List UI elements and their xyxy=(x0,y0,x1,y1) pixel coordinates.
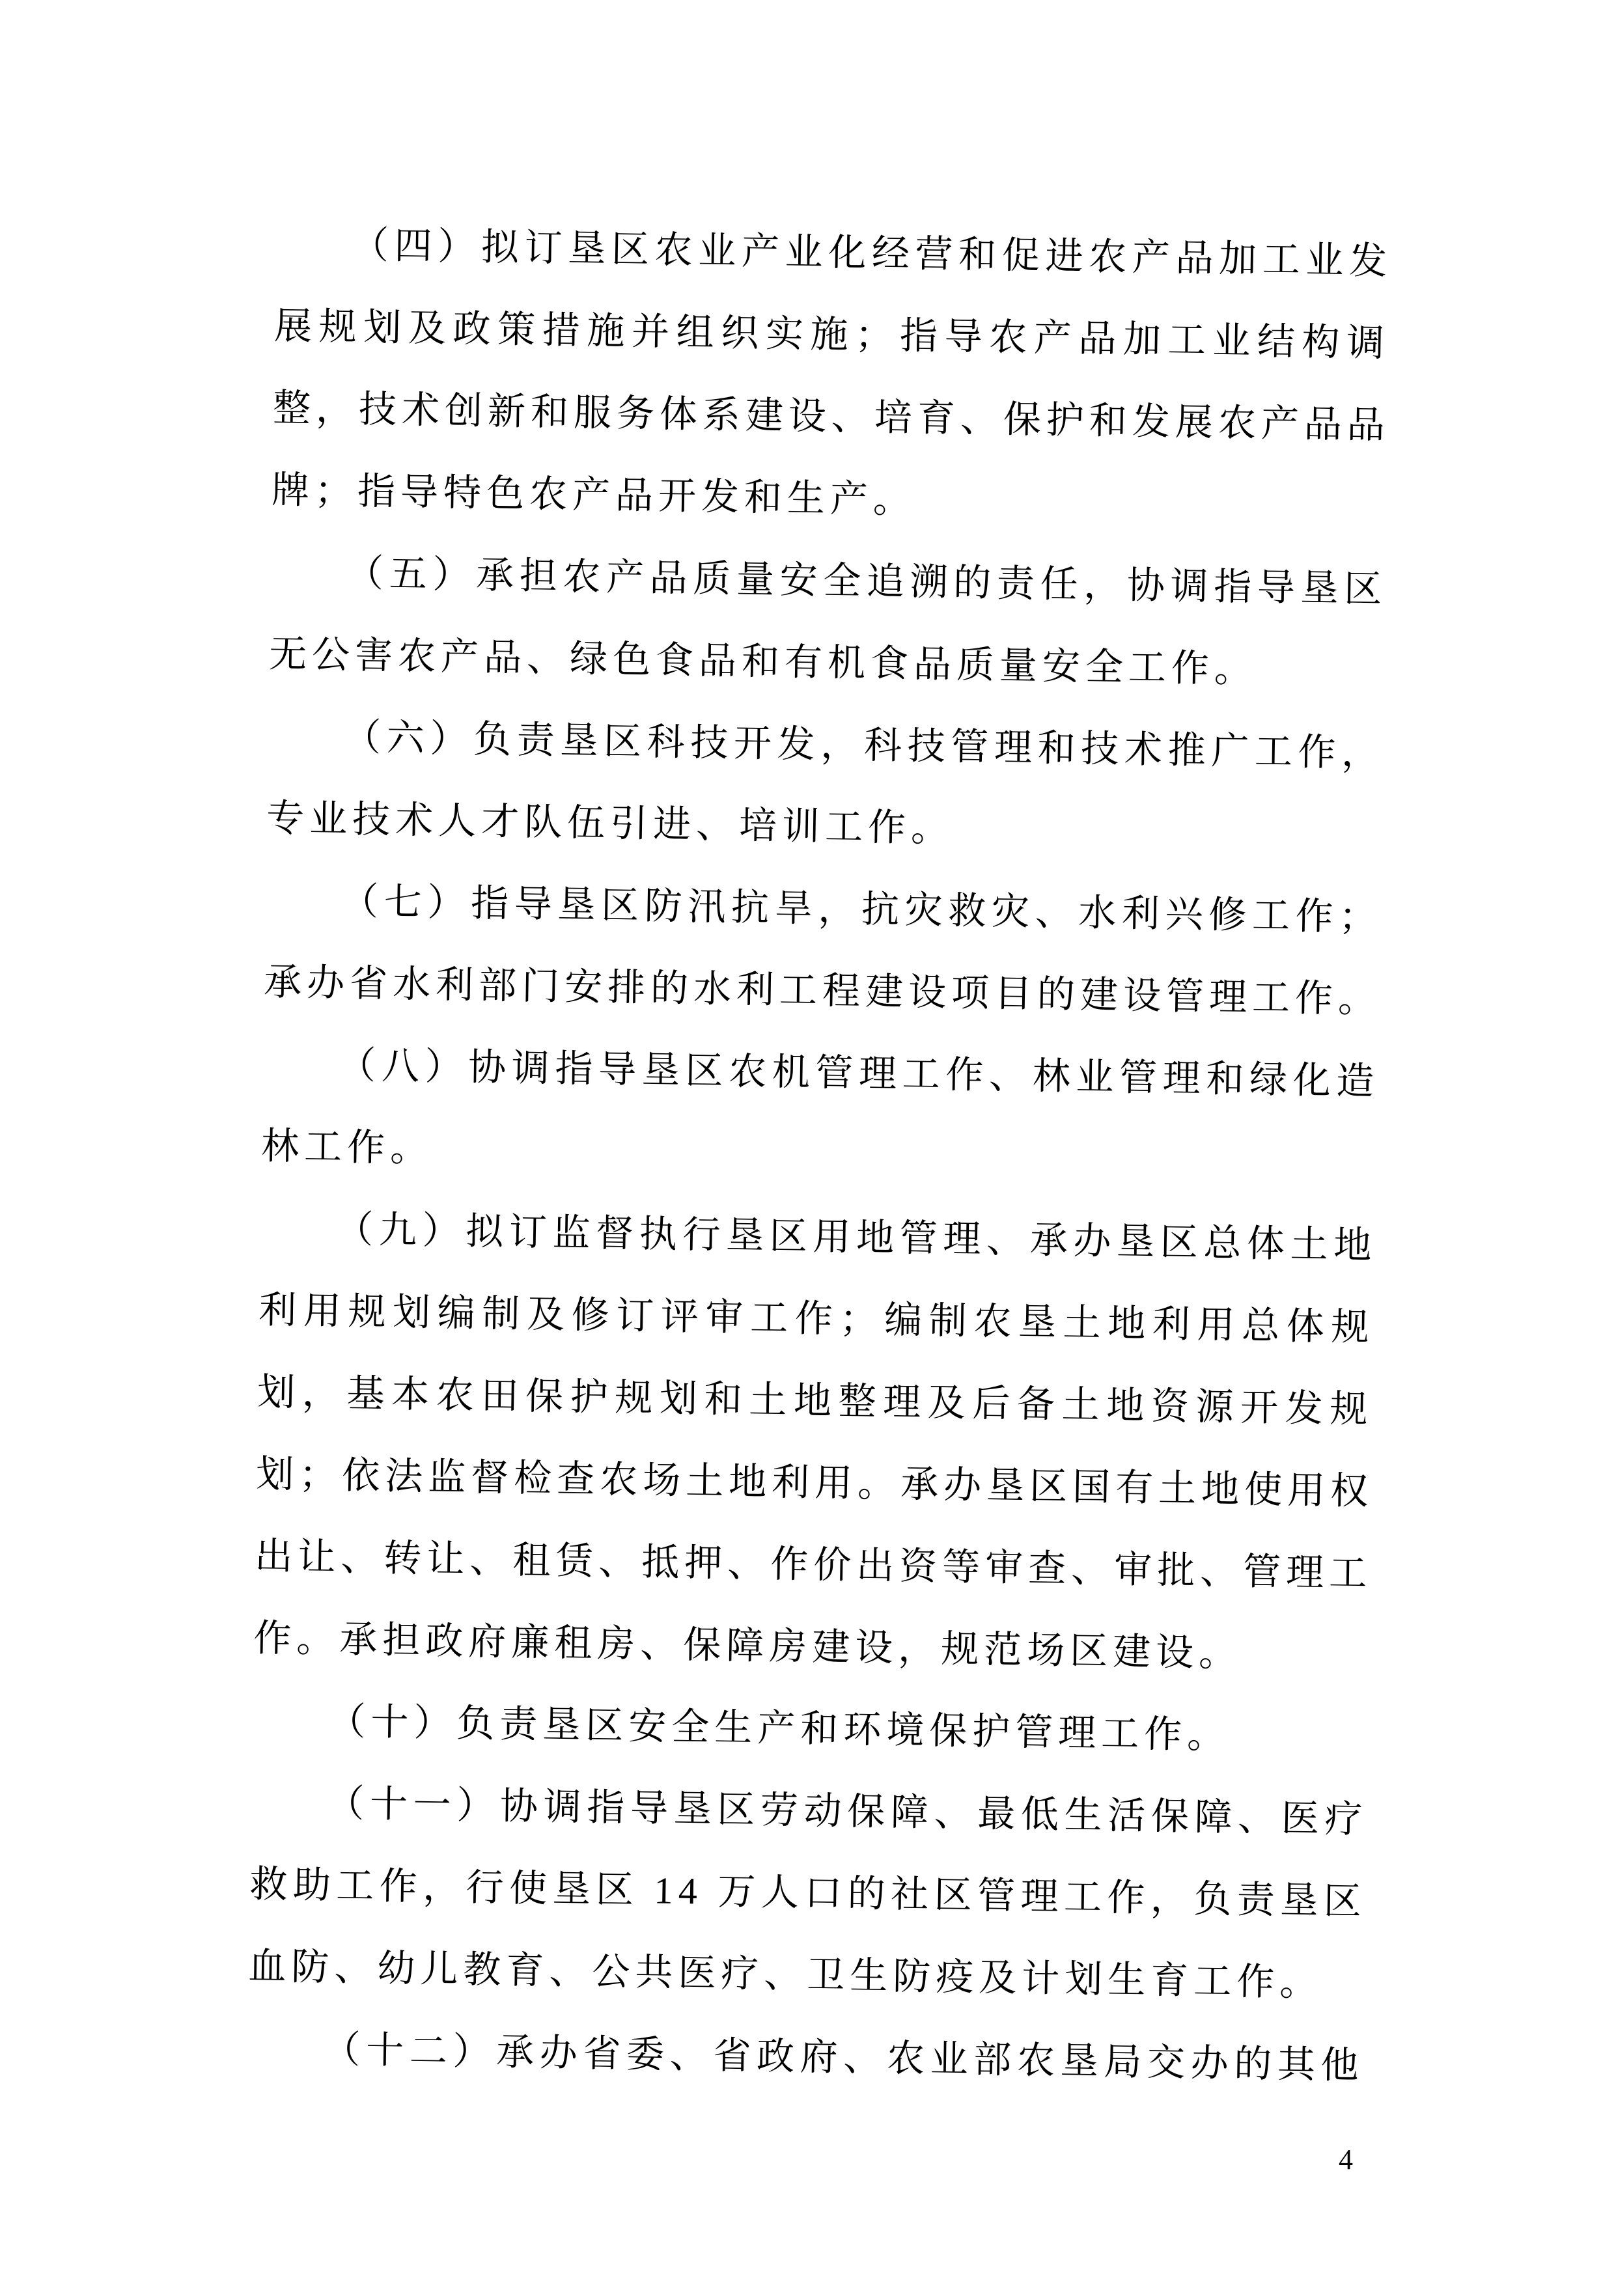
paragraph-6 xyxy=(266,695,1386,877)
paragraph-11 xyxy=(247,1762,1369,2025)
paragraph-4 xyxy=(271,203,1393,549)
paragraph-8 xyxy=(260,1023,1380,1205)
text-line-content: （五）承担农产品质量安全追溯的责任，协调指导垦区 xyxy=(345,551,1388,611)
text-line-content: （九）拟订监督执行垦区用地管理、承办垦区总体土地 xyxy=(335,1208,1378,1267)
text-line-content: 血防、幼儿教育、公共医疗、卫生防疫及计划生育工作。 xyxy=(247,1944,1323,2004)
text-line-content: （十二）承办省委、省政府、农业部农垦局交办的其他 xyxy=(322,2028,1365,2087)
text-line xyxy=(246,2008,1365,2107)
text-line-content: 救助工作，行使垦区 14 万人口的社区管理工作，负责垦区 xyxy=(249,1862,1367,1923)
document-body xyxy=(246,203,1393,2107)
text-line-content: 牌；指导特色农产品开发和生产。 xyxy=(271,468,917,521)
text-line-content: 利用规划编制及修订评审工作；编制农垦土地利用总体规 xyxy=(258,1288,1376,1349)
paragraph-5 xyxy=(268,531,1388,713)
paragraph-9 xyxy=(253,1187,1378,1697)
text-line-content: （十一）协调指导垦区劳动保障、最低生活保障、医疗 xyxy=(326,1782,1369,1841)
text-line-content: 林工作。 xyxy=(260,1124,434,1170)
paragraph-12 xyxy=(246,2008,1365,2107)
text-line-content: 作。承担政府廉租房、保障房建设，规范场区建设。 xyxy=(253,1616,1242,1675)
text-line-content: （八）协调指导垦区农机管理工作、林业管理和绿化造 xyxy=(337,1044,1380,1103)
text-line-content: 划；依法监督检查农场土地利用。承办垦区国有土地使用权 xyxy=(255,1452,1374,1513)
text-line-content: 承办省水利部门安排的水利工程建设项目的建设管理工作。 xyxy=(263,960,1382,1021)
text-line-content: （七）指导垦区防汛抗旱，抗灾救灾、水利兴修工作； xyxy=(340,879,1383,939)
text-line-content: 出让、转让、租赁、抵押、作价出资等审查、审批、管理工 xyxy=(254,1534,1372,1595)
text-line-content: 划，基本农田保护规划和土地整理及后备土地资源开发规 xyxy=(257,1370,1375,1431)
text-line-content: （四）拟订垦区农业产业化经营和促进农产品加工业发 xyxy=(350,223,1393,283)
text-line-content: （六）负责垦区科技开发，科技管理和技术推广工作， xyxy=(342,715,1386,775)
page-number: 4 xyxy=(1339,2144,1353,2176)
text-line-content: 整，技术创新和服务体系建设、培育、保护和发展农产品品 xyxy=(272,386,1391,447)
text-line-content: （十）负责垦区安全生产和环境保护管理工作。 xyxy=(327,1700,1231,1757)
text-line-content: 专业技术人才队伍引进、培训工作。 xyxy=(266,796,954,850)
paragraph-7 xyxy=(263,859,1383,1041)
text-line-content: 展规划及政策措施并组织实施；指导农产品加工业结构调 xyxy=(273,304,1392,365)
text-line-content: 无公害农产品、绿色食品和有机食品质量安全工作。 xyxy=(268,632,1258,691)
